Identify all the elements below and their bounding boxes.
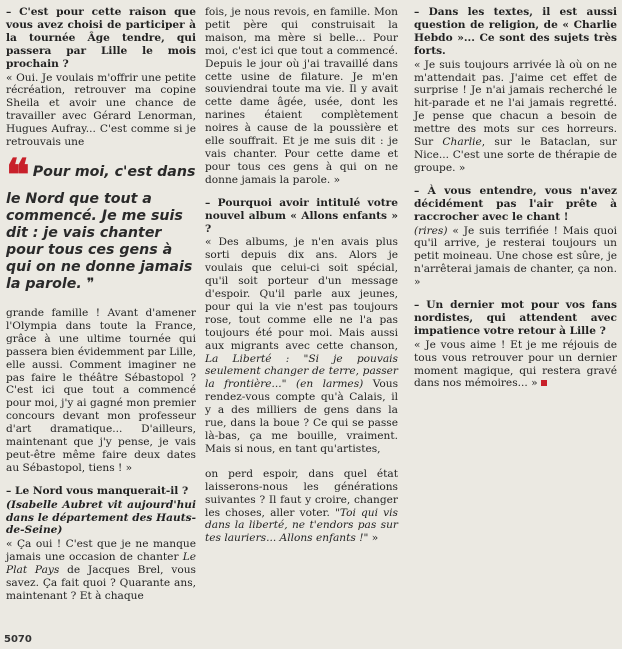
question-1: – C'est pour cette raison que vous avez choisi de participer à la tournée Âge tendre, qui passera par Lille le mois prochain ? [6,6,196,70]
pull-quote [6,149,196,293]
column-2 [205,6,398,555]
question-4: – Dans les textes, il est aussi question de religion, de « Charlie Hebdo »... Ce sont des sujets très forts. [414,6,617,57]
answer-2-continued: fois, je nous revois, en famille. Mon petit père qui construisait la maison, ma mère si belle... Pour moi, c'est ici que tout a commencé. Depuis le jour où j'ai travaillé dans cette usine de filature. Je m'en souviendrai toute ma vie. Il y avait cette dame âgée, usée, dont les narines étaient complètement noires à cause de la poussière et elle souffrait. Et je me suis dit : je vais chanter. Pour cette dame et pour tous ces gens à qui on ne donne jamais la parole. » [205,6,398,186]
answer-3-continued: on perd espoir, dans quel état laisserons-nous les générations suivantes ? Il faut y croire, changer les choses, aller voter. "Toi qui vis dans la liberté, ne t'endors pas sur tes lauriers... Allons enfants !" » [205,467,398,545]
answer-6: « Je vous aime ! Et je me réjouis de tous vous retrouver pour un dernier moment magique, qui restera gravé dans nos mémoires... » [414,338,617,390]
pull-quote-text: Pour moi, c'est dans le Nord que tout a commencé. Je me suis dit : je vais chanter pour tous ces gens à qui on ne donne jamais la parole. ❞ [6,163,196,292]
question-2: – Le Nord vous manquerait-il ? [6,484,189,497]
question-3: – Pourquoi avoir intitulé votre nouvel album « Allons enfants » ? [205,196,398,235]
question-5: – À vous entendre, vous n'avez décidément pas l'air prête à raccrocher avec le chant ! [414,184,617,223]
column-3 [414,6,617,400]
end-mark-icon [541,380,547,386]
answer-2: « Ça oui ! C'est que je ne manque jamais une occasion de chanter Le Plat Pays de Jacques Brel, vous savez. Ça fait quoi ? Quarante ans, maintenant ? Et à chaque [6,538,196,602]
answer-1-continued: grande famille ! Avant d'amener l'Olympia dans toute la France, grâce à une ultime tournée qui passera bien évidemment par Lille, elle aussi. Comment imaginer ne pas faire le théâtre Sébastopol ? C'est ici que tout a commencé pour moi, j'y ai gagné mon premier concours devant mon professeur d'art dramatique... D'ailleurs, maintenant que j'y pense, je vais peut-être même faire deux dates au Sébastopol, tiens ! » [6,306,196,474]
answer-1: « Oui. Je voulais m'offrir une petite récréation, retrouver ma copine Sheila et avoir une chance de travailler avec Gérard Lenorman, Hugues Aufray... C'est comme si je retrouvais une [6,71,196,149]
column-1 [6,6,196,613]
question-6: – Un dernier mot pour vos fans nordistes, qui attendent avec impatience votre retour à Lille ? [414,299,617,337]
page-number: 5070 [4,634,32,645]
question-2-note: (Isabelle Aubret vit aujourd'hui dans le département des Hauts-de-Seine) [6,498,196,537]
quote-mark-icon: ❝ [6,149,30,201]
answer-4: « Je suis toujours arrivée là où on ne m'attendait pas. J'aime cet effet de surprise ! Je n'ai jamais recherché le hit-parade et ne l'ai jamais regretté. Je pense que chacun a besoin de mettre des mots sur ces horreurs. Sur Charlie, sur le Bataclan, sur Nice... C'est une sorte de thérapie de groupe. » [414,58,617,174]
answer-3: « Des albums, je n'en avais plus sorti depuis dix ans. Alors je voulais que celui-ci soit spécial, qu'il soit porteur d'un message d'espoir. Qu'il parle aux jeunes, pour qui la vie n'est pas toujours rose, tout comme elle ne l'a pas toujours été pour moi. Mais aussi aux migrants avec cette chanson, La Liberté : "Si je pouvais seulement changer de terre, passer la frontière..." (en larmes) Vous rendez-vous compte qu'à Calais, il y a des milliers de gens dans la rue, dans la boue ? Ce qui se passe là-bas, ça me bouille, vraiment. Mais si nous, en tant qu'artistes, [205,236,399,455]
answer-5: (rires) « Je suis terrifiée ! Mais quoi qu'il arrive, je resterai toujours un petit moineau. Une chose est sûre, je n'arrêterai jamais de chanter, ça non. » [414,224,617,289]
